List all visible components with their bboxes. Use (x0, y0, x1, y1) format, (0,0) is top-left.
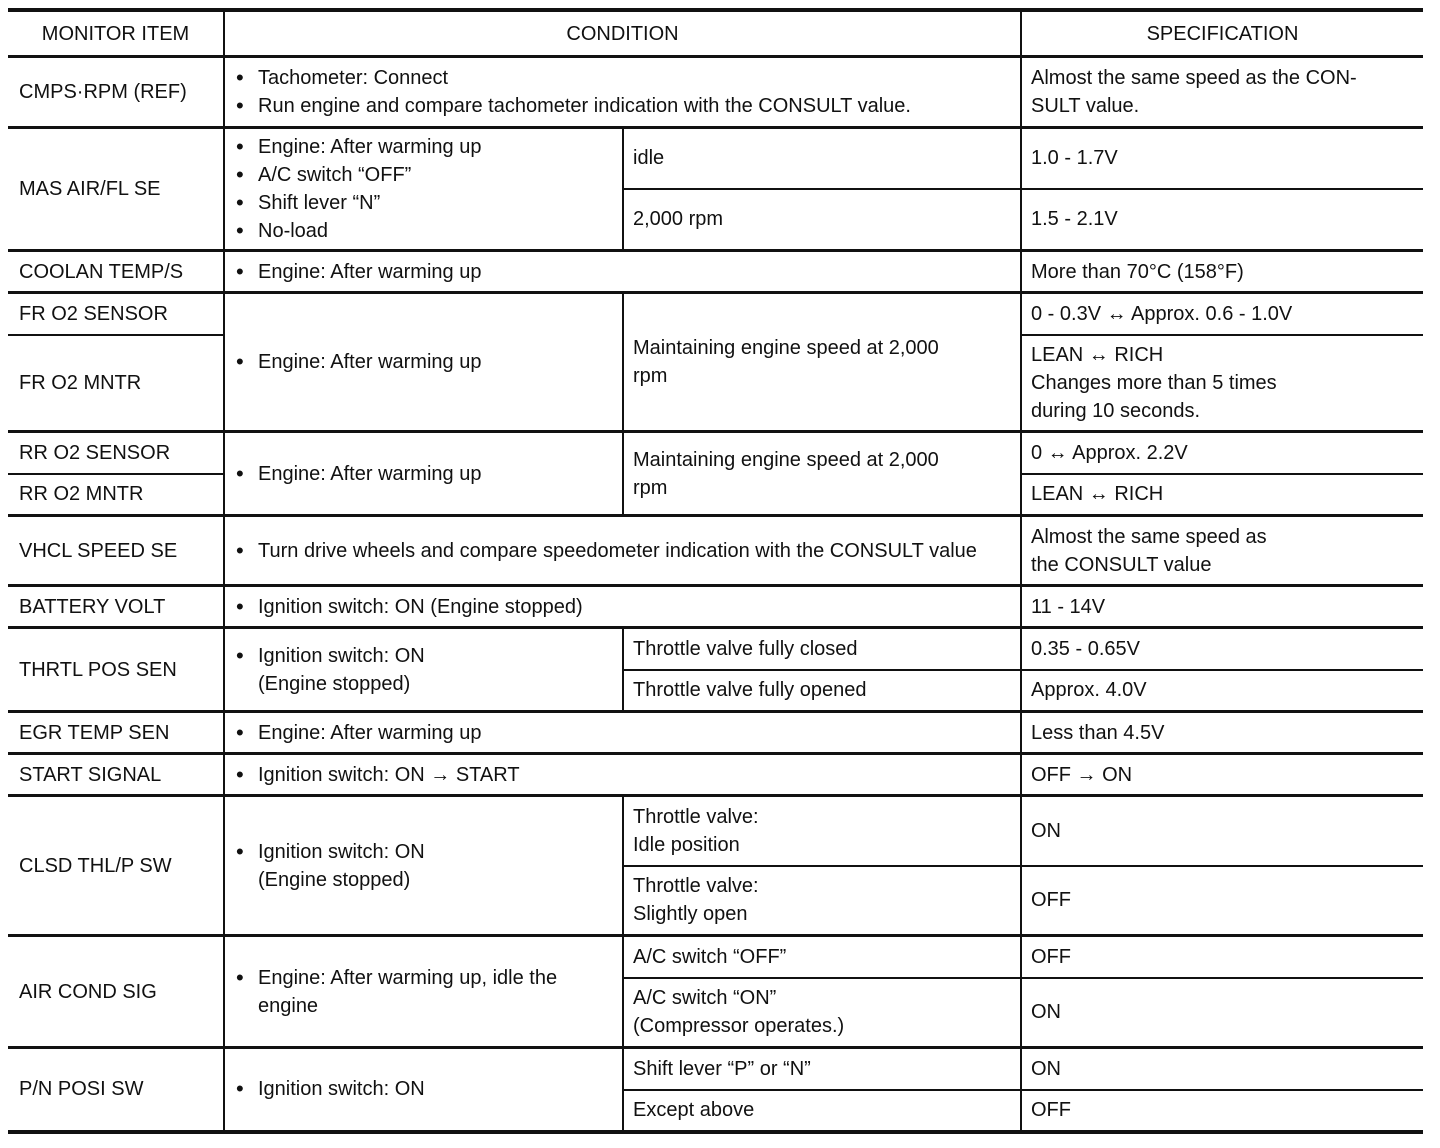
condition-cell (224, 432, 623, 516)
monitor-item-cell: RR O2 MNTR (8, 474, 224, 516)
monitor-item-cell: RR O2 SENSOR (8, 432, 224, 474)
subcondition-cell: Maintaining engine speed at 2,000 rpm (623, 432, 1021, 516)
specification-cell: 1.0 - 1.7V (1021, 128, 1423, 189)
condition-bullet: • A/C switch “OFF” (234, 161, 613, 189)
table-row (8, 796, 1423, 866)
condition-cell (224, 796, 623, 936)
specification-cell: Approx. 4.0V (1021, 670, 1423, 712)
condition-cell (224, 936, 623, 1048)
subcondition-cell: Throttle valve: Slightly open (623, 866, 1021, 936)
table-row (8, 128, 1423, 189)
table-row (8, 1048, 1423, 1090)
specification-cell: Almost the same speed as the CONSULT value (1021, 516, 1423, 586)
condition-cell (224, 1048, 623, 1132)
condition-cell (224, 57, 1021, 128)
monitor-item-cell: BATTERY VOLT (8, 586, 224, 628)
subcondition-cell: Shift lever “P” or “N” (623, 1048, 1021, 1090)
specification-cell: OFF (1021, 936, 1423, 978)
subcondition-cell: A/C switch “ON” (Compressor operates.) (623, 978, 1021, 1048)
specification-cell: 0 ↔ Approx. 2.2V (1021, 432, 1423, 474)
table-row (8, 432, 1423, 474)
monitor-item-cell: THRTL POS SEN (8, 628, 224, 712)
monitor-item-cell: CMPS·RPM (REF) (8, 57, 224, 128)
monitor-item-cell: AIR COND SIG (8, 936, 224, 1048)
condition-cell (224, 754, 1021, 796)
condition-cell (224, 586, 1021, 628)
table-row (8, 293, 1423, 335)
specification-cell: ON (1021, 1048, 1423, 1090)
table-row (8, 516, 1423, 586)
table-row (8, 57, 1423, 128)
condition-bullet: • Ignition switch: ON (Engine stopped) (234, 838, 613, 894)
specification-cell: OFF (1021, 1090, 1423, 1132)
specification-cell: ON (1021, 796, 1423, 866)
condition-bullet: • Engine: After warming up, idle the engine (234, 964, 613, 1020)
condition-bullet: • Engine: After warming up (234, 348, 613, 376)
specification-cell: OFF (1021, 866, 1423, 936)
specification-cell: 1.5 - 2.1V (1021, 189, 1423, 251)
monitor-item-cell: EGR TEMP SEN (8, 712, 224, 754)
specification-cell: LEAN ↔ RICH (1021, 474, 1423, 516)
condition-bullet: • Engine: After warming up (234, 719, 1011, 747)
subcondition-cell: Throttle valve fully closed (623, 628, 1021, 670)
monitor-item-cell: FR O2 MNTR (8, 335, 224, 432)
condition-cell (224, 628, 623, 712)
specification-cell: Less than 4.5V (1021, 712, 1423, 754)
monitor-item-cell: START SIGNAL (8, 754, 224, 796)
monitor-item-cell: CLSD THL/P SW (8, 796, 224, 936)
monitor-spec-table (8, 8, 1423, 1134)
table-row (8, 936, 1423, 978)
header-specification: SPECIFICATION (1021, 10, 1423, 57)
specification-cell: 11 - 14V (1021, 586, 1423, 628)
table-row (8, 586, 1423, 628)
specification-cell: LEAN ↔ RICH Changes more than 5 times during 10 seconds. (1021, 335, 1423, 432)
table-row (8, 712, 1423, 754)
subcondition-cell: Except above (623, 1090, 1021, 1132)
monitor-item-cell: VHCL SPEED SE (8, 516, 224, 586)
condition-bullet: • Ignition switch: ON (Engine stopped) (234, 642, 613, 698)
specification-cell: 0 - 0.3V ↔ Approx. 0.6 - 1.0V (1021, 293, 1423, 335)
condition-bullet: • Engine: After warming up (234, 258, 1011, 286)
monitor-item-cell: FR O2 SENSOR (8, 293, 224, 335)
subcondition-cell: Maintaining engine speed at 2,000 rpm (623, 293, 1021, 432)
condition-bullet: • Run engine and compare tachometer indication with the CONSULT value. (234, 92, 1011, 120)
monitor-item-cell: COOLAN TEMP/S (8, 251, 224, 293)
condition-bullet: • Engine: After warming up (234, 460, 613, 488)
header-condition: CONDITION (224, 10, 1021, 57)
condition-cell (224, 251, 1021, 293)
specification-cell: Almost the same speed as the CON- SULT value. (1021, 57, 1423, 128)
condition-bullet: • Engine: After warming up (234, 133, 613, 161)
monitor-item-cell: P/N POSI SW (8, 1048, 224, 1132)
specification-cell: More than 70°C (158°F) (1021, 251, 1423, 293)
table-row (8, 628, 1423, 670)
condition-bullet: • Ignition switch: ON (234, 1075, 613, 1103)
subcondition-cell: idle (623, 128, 1021, 189)
condition-bullet: • No-load (234, 217, 613, 245)
condition-bullet: • Turn drive wheels and compare speedometer indication with the CONSULT value (234, 537, 1011, 565)
subcondition-cell: A/C switch “OFF” (623, 936, 1021, 978)
subcondition-cell: 2,000 rpm (623, 189, 1021, 251)
specification-cell: 0.35 - 0.65V (1021, 628, 1423, 670)
table-row (8, 754, 1423, 796)
monitor-item-cell: MAS AIR/FL SE (8, 128, 224, 251)
header-row (8, 10, 1423, 57)
subcondition-cell: Throttle valve fully opened (623, 670, 1021, 712)
header-monitor-item: MONITOR ITEM (8, 10, 224, 57)
condition-cell (224, 293, 623, 432)
condition-cell (224, 516, 1021, 586)
table-row (8, 251, 1423, 293)
condition-bullet: • Ignition switch: ON → START (234, 761, 1011, 789)
condition-cell (224, 128, 623, 251)
specification-cell: ON (1021, 978, 1423, 1048)
condition-bullet: • Shift lever “N” (234, 189, 613, 217)
condition-bullet: • Ignition switch: ON (Engine stopped) (234, 593, 1011, 621)
condition-bullet: • Tachometer: Connect (234, 64, 1011, 92)
subcondition-cell: Throttle valve: Idle position (623, 796, 1021, 866)
condition-cell (224, 712, 1021, 754)
specification-cell: OFF → ON (1021, 754, 1423, 796)
